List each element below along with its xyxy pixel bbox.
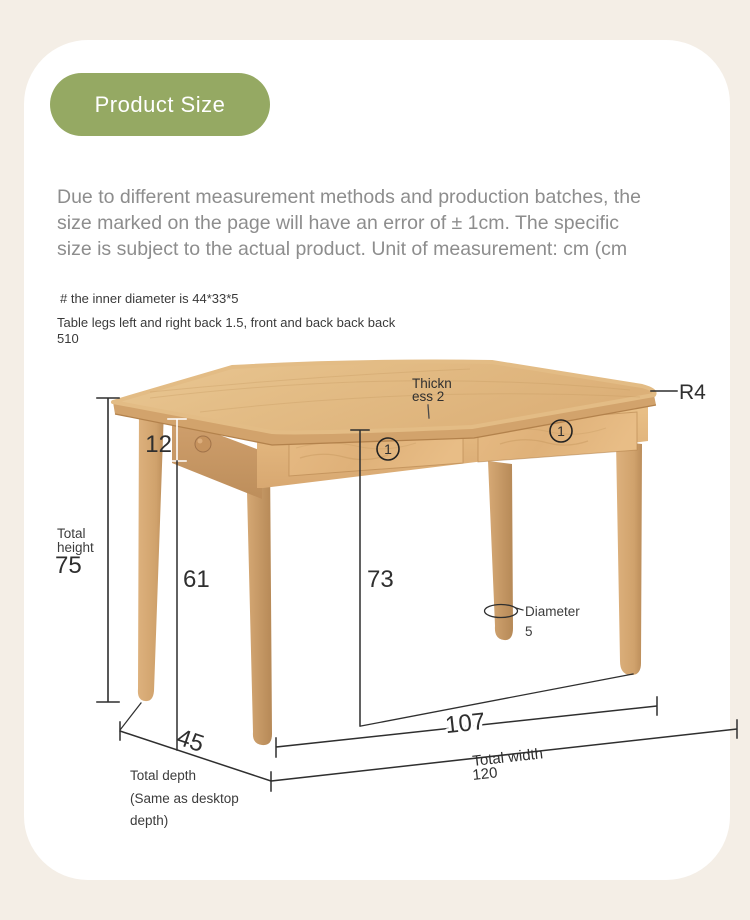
table-legs-note: Table legs left and right back 1.5, front and back back back 510 [57,315,396,346]
inner-diameter-note: # the inner diameter is 44*33*5 [60,291,239,306]
diameter-value: 5 [525,624,533,639]
dim-total-width-label: Total width [471,745,544,770]
total-depth-line2: (Same as desktop [130,791,239,806]
dim-total-width-value: 120 [471,764,499,784]
r4-label: R4 [679,381,706,404]
desk-leg-back-right [488,461,513,640]
drawer-knob [195,436,211,452]
dim-total-height [55,398,119,702]
total-depth-line3: depth) [130,813,169,828]
measurement-disclaimer: Due to different measurement methods and production batches, the size marked on the page will have an error of ± 1cm. The specific size is subject to the actual product. Unit of measurement: cm (cm [57,185,641,260]
floor-diagonal-line [361,674,633,726]
dim-total-width [271,720,737,791]
drawer-marker-right-num: 1 [557,423,565,439]
dim-total-height-value: 75 [55,552,82,579]
dim-45-value: 45 [173,723,208,758]
diameter-label: Diameter [525,604,580,619]
dim-61-value: 61 [183,566,210,593]
dim-apron-value: 12 [145,431,172,458]
thickness-line2: ess 2 [412,389,445,404]
dim-corner-radius [651,381,706,404]
dim-107-value: 107 [443,707,487,740]
desk-leg-front-right [616,441,642,675]
thickness-line1: Thickn [412,376,452,391]
dim-total-height-word2: height [57,540,94,555]
dim-total-height-line [97,398,119,702]
dim-45-extension [120,703,141,730]
total-depth-line1: Total depth [130,768,197,783]
dim-total-depth-note [130,768,239,828]
badge-label: Product Size [94,91,226,117]
dim-floor-to-apron [177,461,210,750]
dim-total-height-word1: Total [57,526,86,541]
drawer-marker-left-num: 1 [384,441,392,457]
desk-illustration [113,362,656,746]
dim-73-value: 73 [367,566,394,593]
drawer-knob-highlight [198,439,203,444]
